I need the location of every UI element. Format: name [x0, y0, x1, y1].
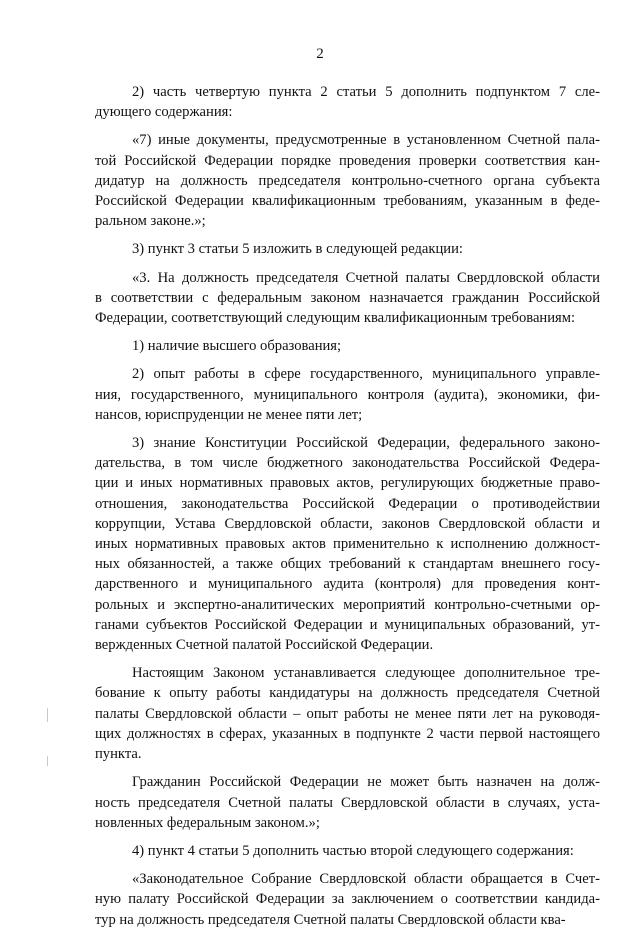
text-line: ральном законе.»; — [95, 213, 206, 230]
text-line: дательства, в том числе бюджетного законодательства Российской Федера- — [95, 455, 600, 472]
paragraph — [95, 82, 600, 122]
text-line: ных обязанностей, а также общих требований к стандартам внешнего госу- — [95, 556, 600, 573]
paragraph — [95, 268, 600, 329]
text-line: рольных и экспертно-аналитических мероприятий контрольно-счетными ор- — [95, 596, 600, 613]
text-line: ную палату Российской Федерации за заключением о соответствии кандида- — [95, 891, 600, 908]
paragraph — [95, 869, 600, 930]
paragraph — [95, 336, 600, 356]
text-line: палаты Свердловской области – опыт работы не менее пяти лет на руководя- — [95, 705, 600, 722]
page-number: 2 — [316, 46, 324, 62]
text-line: той Российской Федерации порядке проведения проверки соответствия кан- — [95, 152, 600, 169]
text-line: пункта. — [95, 746, 142, 763]
paragraph — [95, 364, 600, 425]
text-line: 2) часть четвертую пункта 2 статьи 5 дополнить подпунктом 7 сле- — [132, 84, 600, 100]
text-line: дующего содержания: — [95, 104, 233, 121]
text-line: коррупции, Устава Свердловской области, законов Свердловской области и — [95, 515, 600, 532]
text-line: «7) иные документы, предусмотренные в установленном Счетной пала- — [132, 132, 600, 149]
paragraph — [95, 239, 600, 259]
text-line: отношения, законодательства Российской Федерации о противодействии — [95, 495, 600, 512]
text-line: ность председателя Счетной палаты Свердловской области в случаях, уста- — [95, 794, 600, 811]
text-line: 4) пункт 4 статьи 5 дополнить частью второй следующего содержания: — [132, 842, 574, 859]
paragraph — [95, 772, 600, 833]
text-line: новленных федеральным законом.»; — [95, 814, 320, 831]
text-line: иных нормативных правовых актов применительно к исполнению должност- — [95, 536, 600, 553]
text-line: ции и иных нормативных правовых актов, регулирующих бюджетные право- — [95, 475, 600, 492]
text-line: 1) наличие высшего образования; — [132, 338, 342, 355]
text-line: Федерации, соответствующий следующим квалификационным требованиям: — [95, 310, 576, 327]
text-line: в соответствии с федеральным законом назначается гражданин Российской — [95, 289, 600, 306]
paragraph — [95, 841, 600, 861]
text-line: бование к опыту работы кандидатуры на должность председателя Счетной — [95, 685, 600, 702]
text-line: ганами субъектов Российской Федерации и муниципальных образований, ут- — [95, 616, 600, 633]
scan-margin-mark — [47, 708, 48, 722]
text-line: «Законодательное Собрание Свердловской области обращается в Счет- — [132, 871, 600, 888]
text-line: вержденных Счетной палатой Российской Федерации. — [95, 637, 434, 654]
text-line: 2) опыт работы в сфере государственного, муниципального управле- — [132, 366, 600, 383]
text-line: дарственного и муниципального аудита (контроля) для проведения конт- — [95, 576, 600, 593]
text-line: «3. На должность председателя Счетной палаты Свердловской области — [132, 269, 600, 286]
text-line: 3) пункт 3 статьи 5 изложить в следующей редакции: — [132, 241, 463, 258]
text-line: Российской Федерации квалификационным требованиям, указанным в феде- — [95, 193, 600, 210]
text-line: 3) знание Конституции Российской Федерации, федерального законо- — [132, 435, 600, 452]
text-line: тур на должность председателя Счетной палаты Свердловской области ква- — [95, 911, 566, 928]
scan-margin-mark — [47, 756, 48, 766]
text-line: ния, государственного, муниципального контроля (аудита), экономики, фи- — [95, 386, 600, 403]
text-line: нансов, юриспруденции не менее пяти лет; — [95, 406, 363, 423]
text-line: дидатур на должность председателя контрольно-счетного органа субъекта — [95, 172, 600, 189]
document-body — [95, 82, 600, 938]
text-line: Настоящим Законом устанавливается следующее дополнительное тре- — [132, 665, 600, 682]
paragraph — [95, 663, 600, 764]
paragraph — [95, 433, 600, 655]
text-line: Гражданин Российской Федерации не может быть назначен на долж- — [132, 774, 600, 791]
text-line: щих должностях в сферах, указанных в подпункте 2 части первой настоящего — [95, 725, 600, 742]
paragraph — [95, 130, 600, 231]
